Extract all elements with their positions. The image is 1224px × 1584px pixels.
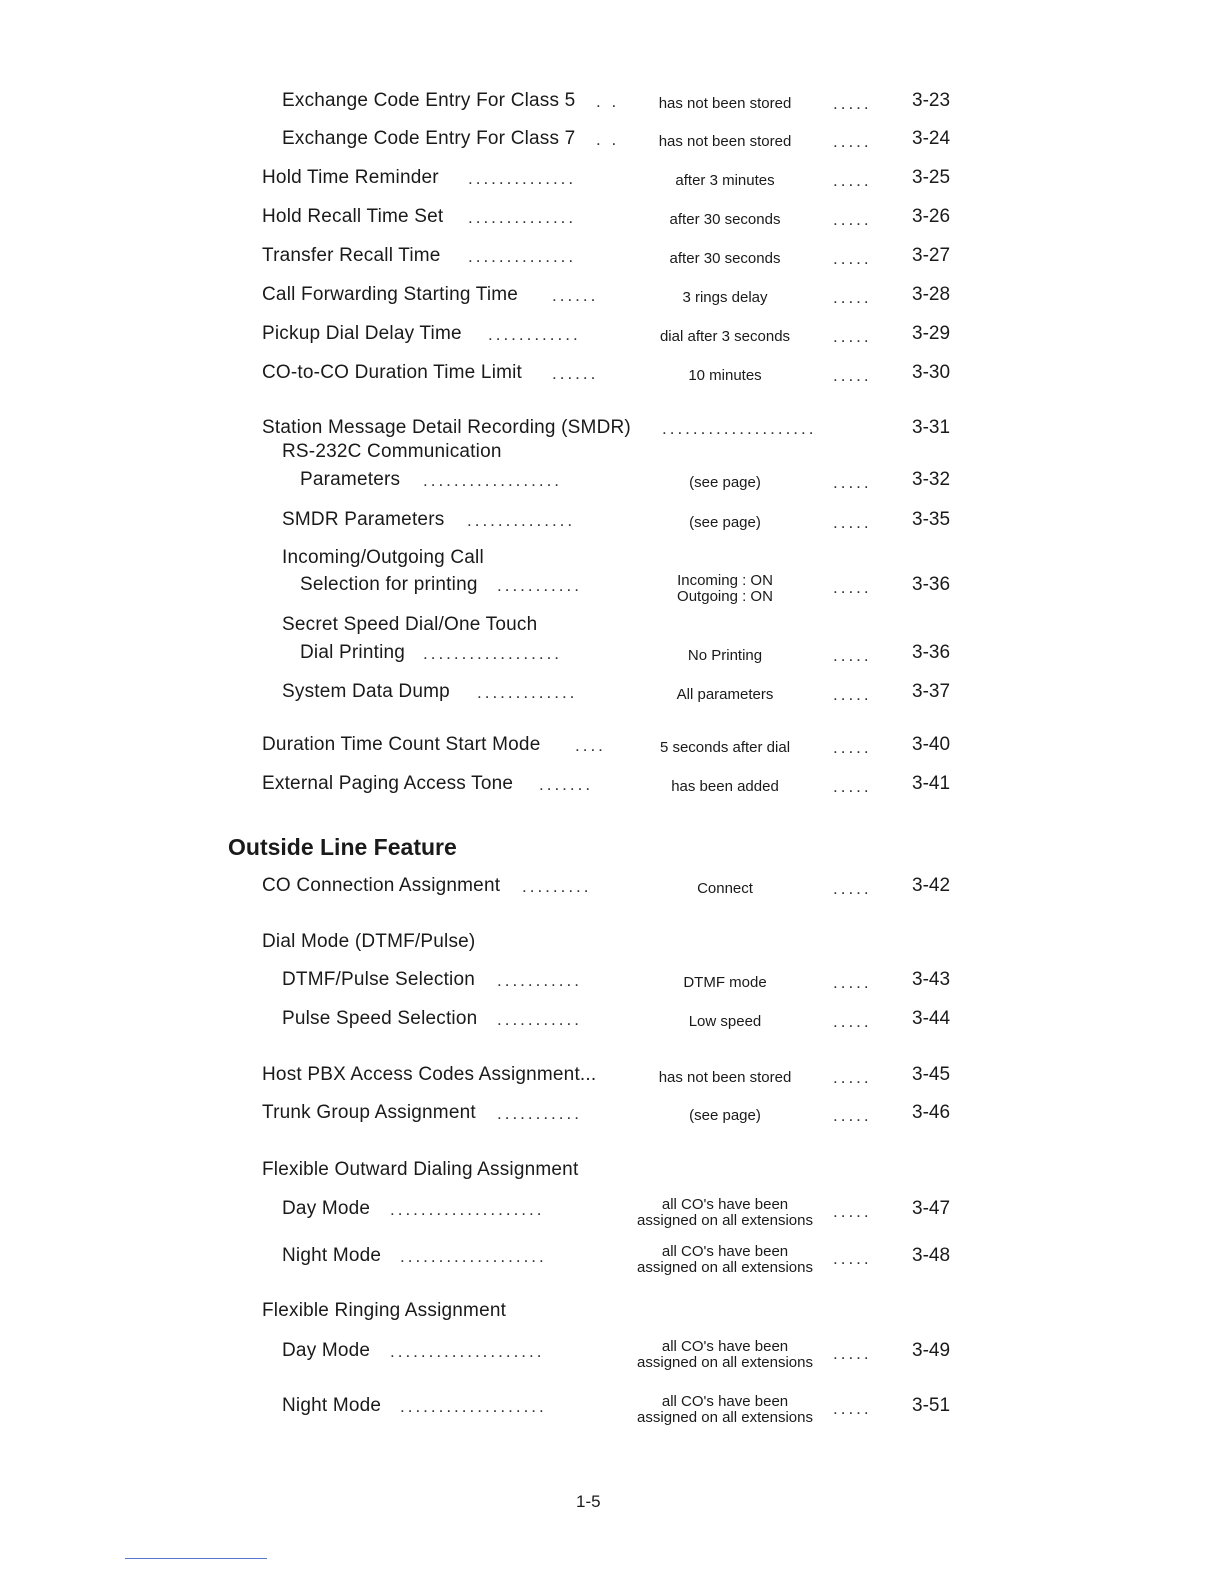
dot-leader: ................... (400, 1397, 547, 1416)
entry-label: Day Mode (282, 1340, 371, 1361)
entry-label: Night Mode (282, 1245, 382, 1266)
default-value-line: 5 seconds after dial (659, 739, 791, 756)
default-value (620, 96, 830, 112)
page-reference: 3-49 (912, 1340, 951, 1361)
dot-leader: ..... (833, 249, 872, 268)
dot-leader: . . (596, 130, 620, 149)
default-value-line: 10 minutes (688, 367, 762, 384)
default-value (620, 212, 830, 228)
default-value-line: dial after 3 seconds (659, 328, 791, 345)
dot-leader: ...... (552, 286, 599, 305)
dot-leader: ..... (833, 1249, 872, 1268)
default-value-line: No Printing (687, 647, 763, 664)
default-value (620, 687, 830, 703)
default-value (620, 975, 830, 991)
default-value-line: has been added (671, 778, 779, 795)
dot-leader: ..... (833, 1399, 872, 1418)
default-value-line: (see page) (689, 1107, 761, 1124)
dot-leader: ..... (833, 1012, 872, 1031)
dot-leader: ............. (477, 683, 578, 702)
dot-leader: ..... (833, 646, 872, 665)
entry-label: CO Connection Assignment (262, 875, 501, 896)
default-value (620, 173, 830, 189)
default-value-line: Low speed (688, 1013, 762, 1030)
default-value-line: assigned on all extensions (637, 1259, 813, 1276)
entry-label: Exchange Code Entry For Class 5 (282, 90, 576, 111)
dot-leader: ........... (497, 1010, 582, 1029)
dot-leader: ..... (833, 777, 872, 796)
dot-leader: ..... (833, 473, 872, 492)
dot-leader: ..... (833, 879, 872, 898)
default-value-line: assigned on all extensions (637, 1409, 813, 1426)
dot-leader: ........... (497, 576, 582, 595)
default-value-line: all CO's have been (661, 1393, 789, 1410)
entry-label: External Paging Access Tone (262, 773, 514, 794)
dot-leader: .................... (662, 419, 817, 438)
entry-label: Night Mode (282, 1395, 382, 1416)
default-value (620, 515, 830, 531)
dot-leader: .............. (468, 208, 577, 227)
dot-leader: ..... (833, 210, 872, 229)
dot-leader: ..... (833, 738, 872, 757)
page-reference: 3-42 (912, 875, 951, 896)
default-value-line: Outgoing : ON (677, 588, 773, 605)
default-value (620, 1244, 830, 1276)
page-reference: 3-31 (912, 417, 951, 438)
entry-label: Dial Printing (300, 642, 406, 663)
default-value (620, 779, 830, 795)
entry-label: DTMF/Pulse Selection (282, 969, 476, 990)
default-value-line: has not been stored (658, 133, 792, 150)
entry-label: Duration Time Count Start Mode (262, 734, 541, 755)
default-value-line: assigned on all extensions (637, 1354, 813, 1371)
dot-leader: ..... (833, 513, 872, 532)
page-reference: 3-47 (912, 1198, 951, 1219)
entry-label: Incoming/Outgoing Call (282, 547, 484, 568)
default-value (620, 1339, 830, 1371)
page-reference: 3-25 (912, 167, 951, 188)
entry-label: Call Forwarding Starting Time (262, 284, 519, 305)
entry-label: Transfer Recall Time (262, 245, 441, 266)
default-value (620, 1197, 830, 1229)
dot-leader: ............ (488, 325, 581, 344)
default-value-line: (see page) (689, 474, 761, 491)
default-value-line: Connect (697, 880, 753, 897)
page-reference: 3-48 (912, 1245, 951, 1266)
page-reference: 3-41 (912, 773, 951, 794)
entry-label: Station Message Detail Recording (SMDR) (262, 417, 631, 438)
dot-leader: .................... (390, 1342, 545, 1361)
dot-leader: ..... (833, 578, 872, 597)
dot-leader: ..... (833, 171, 872, 190)
dot-leader: ..... (833, 94, 872, 113)
dot-leader: .................. (423, 644, 563, 663)
dot-leader: ................... (400, 1247, 547, 1266)
default-value (620, 475, 830, 491)
entry-label: SMDR Parameters (282, 509, 445, 530)
default-value-line: all CO's have been (661, 1243, 789, 1260)
page-reference: 3-45 (912, 1064, 951, 1085)
default-value (620, 881, 830, 897)
default-value-line: (see page) (689, 514, 761, 531)
entry-label: RS-232C Communication (282, 441, 502, 462)
page-reference: 3-43 (912, 969, 951, 990)
page-number: 1-5 (576, 1492, 601, 1511)
default-value-line: has not been stored (658, 1069, 792, 1086)
dot-leader: ..... (833, 366, 872, 385)
page-reference: 3-30 (912, 362, 951, 383)
page-reference: 3-37 (912, 681, 951, 702)
dot-leader: .... (575, 736, 606, 755)
page-reference: 3-23 (912, 90, 951, 111)
default-value-line: after 3 minutes (675, 172, 775, 189)
page-reference: 3-40 (912, 734, 951, 755)
page-reference: 3-46 (912, 1102, 951, 1123)
dot-leader: .............. (468, 169, 577, 188)
entry-label: Dial Mode (DTMF/Pulse) (262, 931, 476, 952)
page-reference: 3-51 (912, 1395, 951, 1416)
entry-label: Day Mode (282, 1198, 371, 1219)
default-value-line: 3 rings delay (682, 289, 768, 306)
dot-leader: ..... (833, 1068, 872, 1087)
default-value (620, 648, 830, 664)
default-value-line: all CO's have been (661, 1338, 789, 1355)
dot-leader: .............. (467, 511, 576, 530)
dot-leader: ..... (833, 327, 872, 346)
dot-leader: ..... (833, 685, 872, 704)
dot-leader: ..... (833, 288, 872, 307)
entry-label: Selection for printing (300, 574, 478, 595)
default-value (620, 368, 830, 384)
page-reference: 3-36 (912, 574, 951, 595)
dot-leader: ..... (833, 1344, 872, 1363)
dot-leader: ..... (833, 1106, 872, 1125)
page-reference: 3-29 (912, 323, 951, 344)
default-value-line: after 30 seconds (669, 211, 781, 228)
default-value (620, 1394, 830, 1426)
default-value (620, 1070, 830, 1086)
dot-leader: .............. (468, 247, 577, 266)
page-reference: 3-27 (912, 245, 951, 266)
page-reference: 3-36 (912, 642, 951, 663)
default-value-line: assigned on all extensions (637, 1212, 813, 1229)
default-value (620, 740, 830, 756)
dot-leader: ........... (497, 971, 582, 990)
entry-label: Flexible Ringing Assignment (262, 1300, 507, 1321)
default-value-line: has not been stored (658, 95, 792, 112)
section-heading: Outside Line Feature (228, 834, 457, 860)
dot-leader: ........... (497, 1104, 582, 1123)
dot-leader: ..... (833, 132, 872, 151)
default-value (620, 1014, 830, 1030)
page-reference: 3-44 (912, 1008, 951, 1029)
default-value (620, 251, 830, 267)
default-value (620, 573, 830, 605)
entry-label: Trunk Group Assignment (262, 1102, 476, 1123)
default-value (620, 134, 830, 150)
entry-label: System Data Dump (282, 681, 450, 702)
entry-label: Pickup Dial Delay Time (262, 323, 462, 344)
page-reference: 3-28 (912, 284, 951, 305)
entry-label: Hold Time Reminder (262, 167, 439, 188)
dot-leader: ....... (539, 775, 594, 794)
dot-leader: .................... (390, 1200, 545, 1219)
default-value-line: All parameters (676, 686, 774, 703)
dot-leader: .................. (423, 471, 563, 490)
page-reference: 3-26 (912, 206, 951, 227)
page-reference: 3-35 (912, 509, 951, 530)
dot-leader: ...... (552, 364, 599, 383)
default-value-line: DTMF mode (683, 974, 767, 991)
entry-label: Pulse Speed Selection (282, 1008, 478, 1029)
default-value (620, 1108, 830, 1124)
entry-label: CO-to-CO Duration Time Limit (262, 362, 523, 383)
default-value (620, 329, 830, 345)
entry-label: Parameters (300, 469, 401, 490)
default-value-line: all CO's have been (661, 1196, 789, 1213)
entry-label: Host PBX Access Codes Assignment... (262, 1064, 597, 1085)
footer-rule (125, 1558, 267, 1559)
dot-leader: ..... (833, 973, 872, 992)
dot-leader: ......... (522, 877, 592, 896)
default-value (620, 290, 830, 306)
entry-label: Hold Recall Time Set (262, 206, 444, 227)
page-reference: 3-24 (912, 128, 951, 149)
dot-leader: . . (596, 92, 620, 111)
entry-label: Exchange Code Entry For Class 7 (282, 128, 576, 149)
page-reference: 3-32 (912, 469, 951, 490)
entry-label: Flexible Outward Dialing Assignment (262, 1159, 579, 1180)
entry-label: Secret Speed Dial/One Touch (282, 614, 538, 635)
default-value-line: Incoming : ON (677, 572, 773, 589)
dot-leader: ..... (833, 1202, 872, 1221)
default-value-line: after 30 seconds (669, 250, 781, 267)
